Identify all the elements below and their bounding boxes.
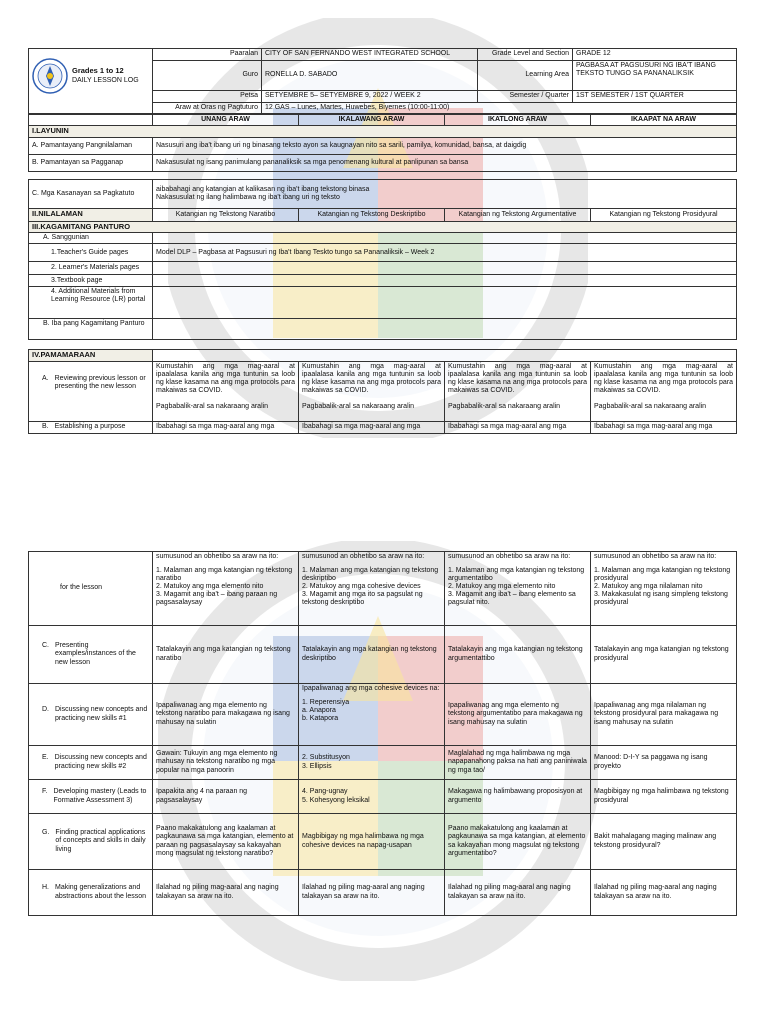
step-a-day-4	[591, 362, 737, 422]
purpose-item: 1. Malaman ang mga katangian ng tekstong naratibo	[156, 567, 293, 583]
review-text: Kumustahin ang mga mag-aaral at ipaalalasa kanila ang mga tuntunin sa loob ng klase kasama na ang mga protocols para makaiwas sa COVID.	[302, 363, 441, 395]
tb-label: 3.Textbook page	[29, 275, 153, 287]
step-h-letter: H.	[42, 884, 49, 892]
purpose-day-1	[153, 552, 299, 626]
sanggunian-value	[153, 233, 737, 244]
balik-aral-text: Pagbabalik-aral sa nakaraang aralin	[156, 403, 269, 411]
section-kagamitan: III.KAGAMITANG PANTURO	[29, 221, 737, 233]
am-value	[153, 287, 737, 319]
step-g-day-1: Paano makakatulong ang kaalaman at pagkaunawa sa mga katangian, elemento at paraan ng pagsasalaysay sa kakayahan mong magsulat ng tekstong naratibo?	[153, 814, 299, 870]
section-layunin: I.LAYUNIN	[29, 126, 737, 138]
procedure-table	[28, 551, 737, 916]
step-g-label	[29, 814, 153, 870]
day-one-header: UNANG ARAW	[153, 115, 299, 126]
sanggunian-label: A. Sanggunian	[29, 233, 153, 244]
deped-logo-block	[29, 49, 153, 103]
area-value: PAGBASA AT PAGSUSURI NG IBA'T IBANG TEKSTO TUNGO SA PANANALIKSIK	[573, 61, 737, 91]
grade-label: Grade Level and Section	[478, 49, 573, 61]
step-g-letter: G.	[42, 829, 50, 837]
purpose-label	[29, 552, 153, 626]
tg-value: Model DLP – Pagbasa at Pagsusuri ng Iba't Ibang Teskto tungo sa Pananaliksik – Week 2	[153, 244, 737, 262]
step-b-day-1: Ibabahagi sa mga mag-aaral ang mga	[153, 422, 299, 434]
cohesive-item: 1. Reperensiya	[302, 699, 350, 707]
cohesive-heading: Ipapaliwanag ang mga cohesive devices na:	[302, 685, 440, 692]
grade-value: GRADE 12	[573, 49, 737, 61]
purpose-intro: sumusunod an obhetibo sa araw na ito:	[594, 553, 717, 560]
nilalaman-day-3: Katangian ng Tekstong Argumentative	[445, 208, 591, 221]
step-a-text: Reviewing previous lesson or presenting the new lesson	[54, 375, 146, 391]
school-label: Paaralan	[153, 49, 262, 61]
step-g-day-4: Bakit mahalagang maging malinaw ang tekstong prosidyural?	[591, 814, 737, 870]
step-b-letter: B.	[42, 423, 49, 431]
form-title: Grades 1 to 12	[72, 65, 124, 75]
purpose-item: 3. Magamit ang iba't – ibang paraan ng pagsasalaysay	[156, 591, 278, 607]
logo-block-bottom	[29, 103, 153, 114]
purpose-day-4	[591, 552, 737, 626]
pamamaraan-blank	[153, 350, 737, 362]
kasanayan-value	[153, 179, 737, 208]
step-d-text: Discussing new concepts and practicing new skills #1	[55, 706, 148, 722]
step-e-day-4: Manood: D-I-Y sa paggawa ng isang proyekto	[591, 746, 737, 780]
day-four-header: IKAAPAT NA ARAW	[591, 115, 737, 126]
step-g-text: Finding practical applications of concepts and skills in daily living	[55, 829, 146, 853]
step-a-day-2	[299, 362, 445, 422]
cohesive-item: 4. Pang-ugnay	[302, 788, 348, 796]
purpose-item: 3. Magamit ang mga ito sa pagsulat ng tekstong deskriptibo	[302, 591, 423, 607]
teacher-value: RONELLA D. SABADO	[262, 61, 478, 91]
pagganap-label: B. Pamantayan sa Pagganap	[29, 154, 153, 171]
section-nilalaman: II.NILALAMAN	[29, 208, 153, 221]
step-d-letter: D.	[42, 706, 49, 714]
tg-label: 1.Teacher's Guide pages	[29, 244, 153, 262]
purpose-item: 1. Malaman ang mga katangian ng tekstong argumentatibo	[448, 567, 585, 583]
pangnilalaman-value: Nasusuri ang iba't ibang uri ng binasang teksto ayon sa kaugnayan nito sa sarili, pamilya, komunidad, bansa, at daigdig	[153, 137, 737, 154]
cohesive-item: 2. Substitusyon	[302, 754, 350, 762]
nilalaman-day-4: Katangian ng Tekstong Prosidyural	[591, 208, 737, 221]
cohesive-item: 5. Kohesyong leksikal	[302, 796, 370, 804]
purpose-item: 3. Magamit ang iba't – ibang elemento sa pagsulat nito.	[448, 591, 576, 607]
step-c-day-2: Tatalakayin ang mga katangian ng tekstong deskriptibo	[299, 626, 445, 684]
step-f-day-3: Makagawa ng halimbawang proposisyon at argumento	[445, 780, 591, 814]
date-value: SETYEMBRE 5– SETYEMBRE 9, 2022 / WEEK 2	[262, 91, 478, 103]
step-c-letter: C.	[42, 642, 49, 650]
step-b-text: Establishing a purpose	[54, 423, 126, 431]
time-value: 12 GAS – Lunes, Martes, Huwebes, Biyernes (10:00-11:00)	[262, 103, 737, 114]
page-one	[28, 48, 736, 434]
purpose-day-3	[445, 552, 591, 626]
objectives-table	[28, 114, 737, 434]
step-b-day-3: Ibabahagi sa mga mag-aaral ang mga	[445, 422, 591, 434]
step-a-letter: A.	[42, 375, 49, 383]
purpose-day-2	[299, 552, 445, 626]
step-h-day-4: Ilalahad ng piling mag-aaral ang naging talakayan sa araw na ito.	[591, 870, 737, 916]
nilalaman-day-1: Katangian ng Tekstong Naratibo	[153, 208, 299, 221]
step-f-label	[29, 780, 153, 814]
step-h-text: Making generalizations and abstractions about the lesson	[55, 884, 147, 900]
step-c-day-3: Tatalakayin ang mga katangian ng tekstong argumentattibo	[445, 626, 591, 684]
step-a-day-1	[153, 362, 299, 422]
purpose-intro: sumusunod an obhetibo sa araw na ito:	[448, 553, 571, 560]
step-c-label	[29, 626, 153, 684]
step-f-day-1: Ipapakita ang 4 na paraan ng pagsasalaysay	[153, 780, 299, 814]
step-d-day-4: Ipapaliwanag ang mga nilalaman ng tekstong prosidyural para makagawa ng isang mahusay na sulatin	[591, 684, 737, 746]
tb-value	[153, 275, 737, 287]
cohesive-item: a. Anapora	[302, 707, 336, 715]
cohesive-item: 3. Ellipsis	[302, 762, 332, 770]
days-header-blank	[29, 115, 153, 126]
balik-aral-text: Pagbabalik-aral sa nakaraang aralin	[448, 403, 561, 411]
purpose-item: 2. Matukoy ang mga nilalaman nito	[594, 583, 703, 591]
school-value: CITY OF SAN FERNANDO WEST INTEGRATED SCHOOL	[262, 49, 478, 61]
pangnilalaman-label: A. Pamantayang Pangnilalaman	[29, 137, 153, 154]
kasanayan-line-2: Nakasusulat ng ilang halimbawa ng iba't ibang uri ng teksto	[156, 193, 340, 201]
step-f-day-2	[299, 780, 445, 814]
kasanayan-line-1: aibabahagi ang katangian at kalikasan ng iba't ibang tekstong binasa	[156, 185, 370, 193]
step-a-day-3	[445, 362, 591, 422]
cohesive-item: b. Katapora	[302, 715, 339, 723]
am-label: 4. Additional Materials from Learning Resource (LR) portal	[29, 287, 153, 319]
step-g-day-2: Magbibigay ng mga halimbawa ng mga cohesive devices na napag-usapan	[299, 814, 445, 870]
purpose-intro: sumusunod an obhetibo sa araw na ito:	[156, 553, 279, 560]
nilalaman-day-2: Katangian ng Tekstong Deskriptibo	[299, 208, 445, 221]
step-h-label	[29, 870, 153, 916]
step-b-day-4: Ibabahagi sa mga mag-aaral ang mga	[591, 422, 737, 434]
purpose-item: 2. Matukoy ang mga elemento nito	[156, 583, 264, 591]
step-h-day-3: Ilalahad ng piling mag-aaral ang naging talakayan sa araw na ito.	[445, 870, 591, 916]
semester-label: Semester / Quarter	[478, 91, 573, 103]
step-b-label	[29, 422, 153, 434]
balik-aral-text: Pagbabalik-aral sa nakaraang aralin	[594, 403, 707, 411]
step-e-day-1: Gawain: Tukuyin ang mga elemento ng mahusay na tekstong naratibo ng mga popular na mga panoorin	[153, 746, 299, 780]
spacer-row-2	[29, 340, 737, 350]
step-f-text: Developing mastery (Leads to Formative Assessment 3)	[53, 788, 147, 804]
deped-seal-icon	[32, 58, 68, 94]
step-e-text: Discussing new concepts and practicing new skills #2	[54, 754, 147, 770]
step-e-day-3: Maglalahad ng mga halimbawa ng mga napapanahong paksa na hati ang paniniwala ng mga tao/	[445, 746, 591, 780]
purpose-item: 3. Makakasulat ng isang simpleng tekstong prosidyural	[594, 591, 728, 607]
step-h-day-2: Ilalahad ng piling mag-aaral ang naging talakayan sa araw na ito.	[299, 870, 445, 916]
step-b-day-2: Ibabahagi sa mga mag-aaral ang mga	[299, 422, 445, 434]
purpose-label-text: for the lesson	[60, 584, 103, 592]
step-d-day-1: Ipapaliwanag ang mga elemento ng tekstong naratibo para makagawa ng isang mahusay na sulatin	[153, 684, 299, 746]
section-pamamaraan: IV.PAMAMARAAN	[29, 350, 153, 362]
review-text: Kumustahin ang mga mag-aaral at ipaalalasa kanila ang mga tuntunin sa loob ng klase kasama na ang mga protocols para makaiwas sa COVID.	[448, 363, 587, 395]
iba-value	[153, 319, 737, 340]
spacer-row	[29, 171, 737, 179]
step-e-letter: E.	[42, 754, 49, 762]
step-e-day-2	[299, 746, 445, 780]
day-three-header: IKATLONG ARAW	[445, 115, 591, 126]
step-c-day-1: Tatalakayin ang mga katangian ng tekstong naratibo	[153, 626, 299, 684]
area-label: Learning Area	[478, 61, 573, 91]
lm-label: 2. Learner's Materials pages	[29, 262, 153, 275]
step-g-day-3: Paano makakatulong ang kaalaman at pagkaunawa sa mga katangian, at elemento sa kakayahan mong magsulat ng tekstong argumentatibo?	[445, 814, 591, 870]
iba-label: B. Iba pang Kagamitang Panturo	[29, 319, 153, 340]
page-two	[28, 551, 736, 916]
balik-aral-text: Pagbabalik-aral sa nakaraang aralin	[302, 403, 415, 411]
step-f-day-4: Magbibigay ng mga halimbawa ng tekstong prosidyural	[591, 780, 737, 814]
step-h-day-1: Ilalahad ng piling mag-aaral ang naging talakayan sa araw na ito.	[153, 870, 299, 916]
form-subtitle: DAILY LESSON LOG	[72, 77, 139, 85]
kasanayan-label: C. Mga Kasanayan sa Pagkatuto	[29, 179, 153, 208]
purpose-item: 1. Malaman ang mga katangian ng tekstong deskriptibo	[302, 567, 439, 583]
pagganap-value: Nakasusulat ng isang panimulang pananaliksik sa mga penomenang kultural at panlipunan sa bansa	[153, 154, 737, 171]
date-label: Petsa	[153, 91, 262, 103]
step-a-label	[29, 362, 153, 422]
lm-value	[153, 262, 737, 275]
day-two-header: IKALAWANG ARAW	[299, 115, 445, 126]
step-d-day-3: Ipapaliwanag ang mga elemento ng tekstong argumentatibo para makagawa ng isang mahusay na sulatin	[445, 684, 591, 746]
teacher-label: Guro	[153, 61, 262, 91]
purpose-item: 1. Malaman ang mga katangian ng tekstong prosidyural	[594, 567, 731, 583]
step-c-day-4: Tatalakayin ang mga katangian ng tekstong prosidyural	[591, 626, 737, 684]
step-d-label	[29, 684, 153, 746]
review-text: Kumustahin ang mga mag-aaral at ipaalalasa kanila ang mga tuntunin sa loob ng klase kasama na ang mga protocols para makaiwas sa COVID.	[156, 363, 295, 395]
purpose-item: 2. Matukoy ang mga cohesive devices	[302, 583, 421, 591]
step-d-day-2	[299, 684, 445, 746]
header-table	[28, 48, 737, 114]
review-text: Kumustahin ang mga mag-aaral at ipaalalasa kanila ang mga tuntunin sa loob ng klase kasama na ang mga protocols para makaiwas sa COVID.	[594, 363, 733, 395]
time-label: Araw at Oras ng Pagtuturo	[153, 103, 262, 114]
purpose-intro: sumusunod an obhetibo sa araw na ito:	[302, 553, 425, 560]
semester-value: 1ST SEMESTER / 1ST QUARTER	[573, 91, 737, 103]
step-f-letter: F.	[42, 788, 48, 796]
purpose-item: 2. Matukoy ang mga elemento nito	[448, 583, 556, 591]
step-c-text: Presenting examples/instances of the new lesson	[55, 642, 136, 666]
step-e-label	[29, 746, 153, 780]
